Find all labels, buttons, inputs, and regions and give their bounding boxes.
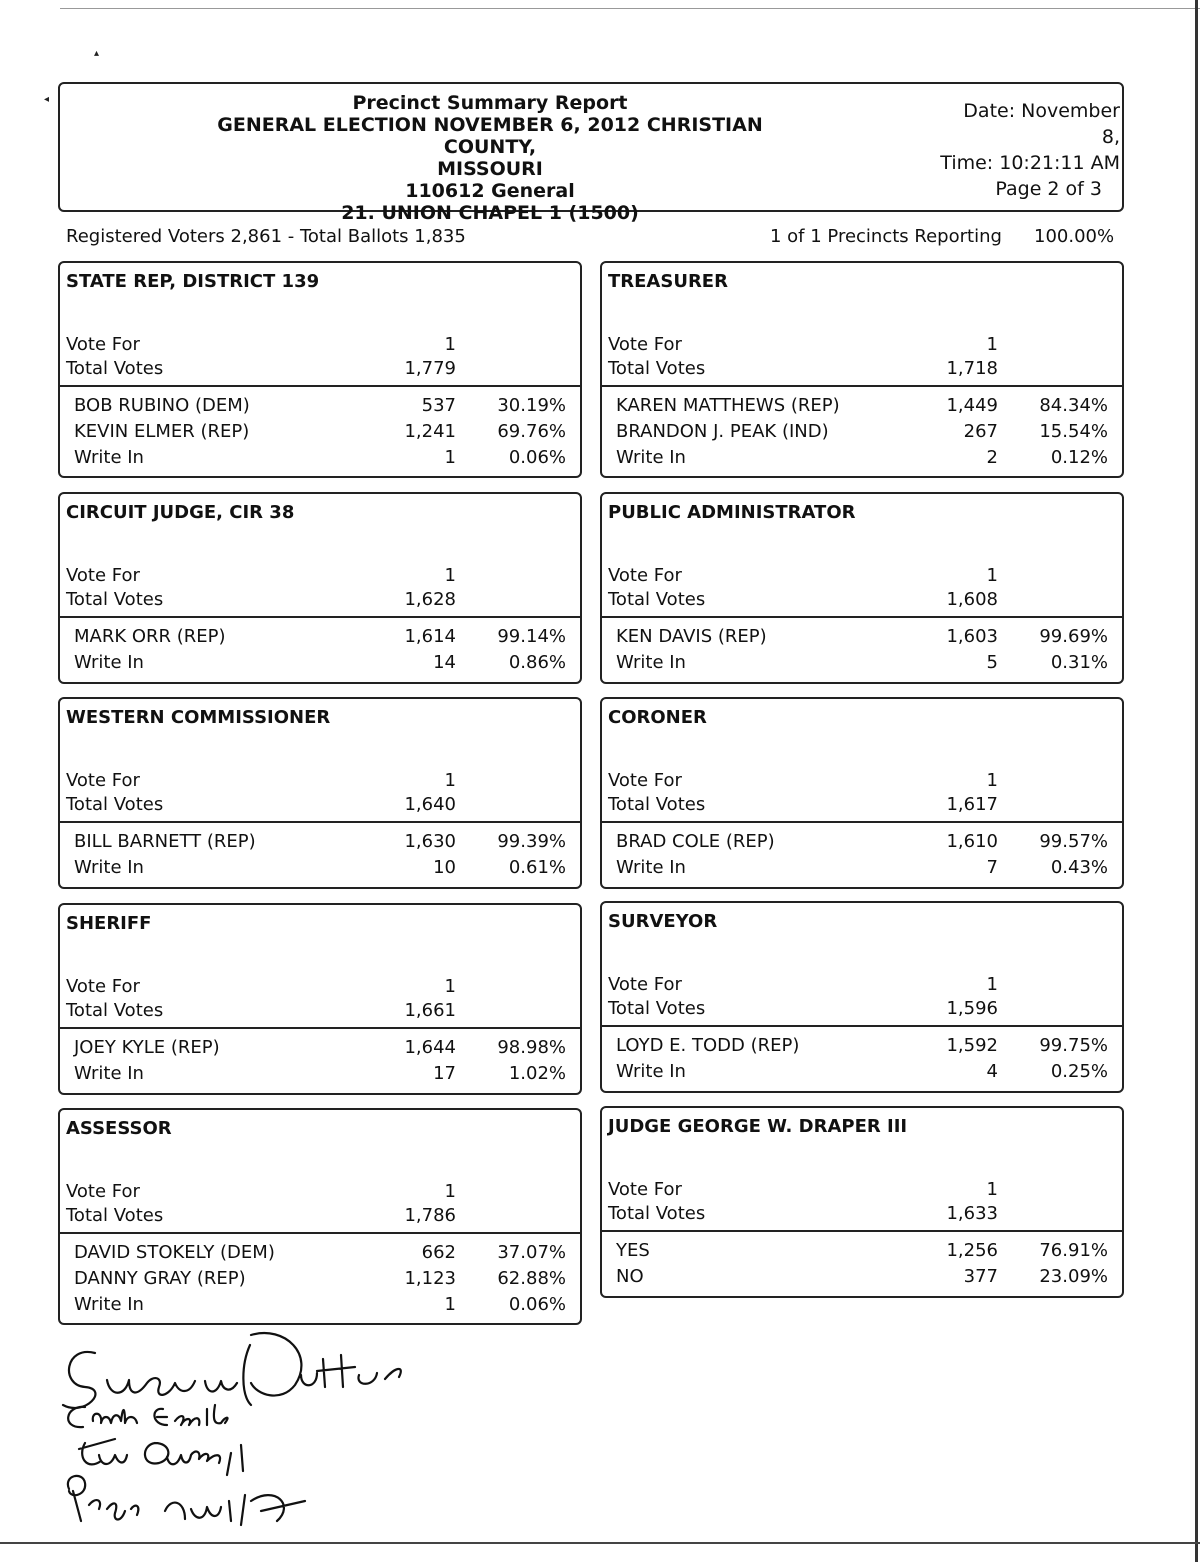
- vote-for-row: [66, 1180, 456, 1204]
- vote-for-label: Vote For: [608, 974, 682, 995]
- vote-for-label: Vote For: [608, 334, 682, 355]
- candidate-votes: 1,644: [404, 1037, 456, 1058]
- race-box: [600, 1106, 1124, 1298]
- vote-for-value: 1: [986, 770, 998, 791]
- race-totals: [66, 769, 456, 817]
- candidate-votes: 1,449: [946, 395, 998, 416]
- candidate-row: [74, 1292, 566, 1318]
- race-box: [600, 697, 1124, 889]
- candidate-row: [616, 1033, 1108, 1059]
- header-meta: [940, 98, 1120, 202]
- candidate-row: [74, 393, 566, 419]
- race-divider: [60, 1027, 580, 1029]
- candidate-list: [616, 624, 1108, 676]
- candidate-name: Write In: [74, 1294, 144, 1315]
- candidate-votes: 4: [986, 1061, 998, 1082]
- candidate-name: Write In: [616, 857, 686, 878]
- candidate-votes: 1: [444, 1294, 456, 1315]
- total-votes-value: 1,661: [404, 1000, 456, 1021]
- candidate-list: [616, 393, 1108, 471]
- candidate-percent: 99.14%: [497, 626, 566, 647]
- candidate-row: [74, 624, 566, 650]
- vote-for-value: 1: [444, 976, 456, 997]
- signatures: [55, 1325, 415, 1555]
- total-votes-value: 1,628: [404, 589, 456, 610]
- vote-for-value: 1: [444, 565, 456, 586]
- vote-for-value: 1: [986, 334, 998, 355]
- total-votes-label: Total Votes: [608, 1203, 706, 1224]
- signature-1: [63, 1333, 401, 1408]
- candidate-name: KEN DAVIS (REP): [616, 626, 767, 647]
- candidate-row: [616, 650, 1108, 676]
- candidate-row: [74, 1061, 566, 1087]
- candidate-list: [616, 1238, 1108, 1290]
- vote-for-label: Vote For: [66, 770, 140, 791]
- race-totals: [608, 973, 998, 1021]
- total-votes-label: Total Votes: [608, 998, 706, 1019]
- voters-ballots: Registered Voters 2,861 - Total Ballots 1,835: [66, 226, 466, 247]
- total-votes-value: 1,617: [946, 794, 998, 815]
- total-votes-row: [608, 793, 998, 817]
- candidate-percent: 0.31%: [1050, 652, 1108, 673]
- race-totals: [66, 975, 456, 1023]
- total-votes-row: [66, 999, 456, 1023]
- race-title: STATE REP, DISTRICT 139: [66, 271, 320, 292]
- candidate-votes: 14: [433, 652, 456, 673]
- total-votes-row: [66, 357, 456, 381]
- candidate-percent: 1.02%: [508, 1063, 566, 1084]
- race-divider: [60, 616, 580, 618]
- candidate-votes: 1,241: [404, 421, 456, 442]
- total-votes-label: Total Votes: [66, 589, 164, 610]
- race-box: [600, 901, 1124, 1093]
- vote-for-label: Vote For: [608, 1179, 682, 1200]
- report-title: Precinct Summary Report: [352, 92, 628, 114]
- race-divider: [602, 1230, 1122, 1232]
- vote-for-row: [66, 333, 456, 357]
- candidate-percent: 0.12%: [1050, 447, 1108, 468]
- candidate-row: [616, 1264, 1108, 1290]
- candidate-list: [74, 393, 566, 471]
- signature-4: [68, 1476, 305, 1525]
- vote-for-row: [66, 564, 456, 588]
- race-box: [58, 903, 582, 1095]
- candidate-percent: 0.06%: [508, 447, 566, 468]
- election-code: 110612 General: [405, 180, 575, 202]
- candidate-votes: 1,610: [946, 831, 998, 852]
- total-votes-row: [608, 588, 998, 612]
- candidate-row: [74, 650, 566, 676]
- vote-for-row: [608, 769, 998, 793]
- race-title: JUDGE GEORGE W. DRAPER III: [608, 1116, 908, 1137]
- candidate-percent: 69.76%: [497, 421, 566, 442]
- vote-for-label: Vote For: [66, 334, 140, 355]
- race-title: PUBLIC ADMINISTRATOR: [608, 502, 856, 523]
- vote-for-value: 1: [444, 1181, 456, 1202]
- total-votes-value: 1,718: [946, 358, 998, 379]
- candidate-row: [74, 855, 566, 881]
- race-box: [600, 492, 1124, 684]
- vote-for-value: 1: [986, 1179, 998, 1200]
- vote-for-row: [608, 333, 998, 357]
- candidate-percent: 0.86%: [508, 652, 566, 673]
- race-title: CORONER: [608, 707, 707, 728]
- candidate-percent: 0.43%: [1050, 857, 1108, 878]
- candidate-name: KEVIN ELMER (REP): [74, 421, 250, 442]
- vote-for-label: Vote For: [608, 565, 682, 586]
- vote-for-label: Vote For: [608, 770, 682, 791]
- race-totals: [608, 333, 998, 381]
- candidate-row: [616, 419, 1108, 445]
- candidate-votes: 10: [433, 857, 456, 878]
- candidate-votes: 1,123: [404, 1268, 456, 1289]
- vote-for-value: 1: [444, 334, 456, 355]
- report-time: Time: 10:21:11 AM: [940, 152, 1120, 174]
- candidate-list: [616, 829, 1108, 881]
- total-votes-value: 1,640: [404, 794, 456, 815]
- candidate-row: [74, 445, 566, 471]
- candidate-votes: 537: [421, 395, 456, 416]
- election-line: GENERAL ELECTION NOVEMBER 6, 2012 CHRISTIAN COUNTY,: [217, 114, 763, 158]
- candidate-name: Write In: [616, 1061, 686, 1082]
- race-divider: [60, 385, 580, 387]
- candidate-percent: 37.07%: [497, 1242, 566, 1263]
- total-votes-value: 1,633: [946, 1203, 998, 1224]
- scan-speck: ◂: [44, 94, 50, 105]
- signature-2: [68, 1405, 227, 1427]
- candidate-name: Write In: [74, 447, 144, 468]
- candidate-name: DANNY GRAY (REP): [74, 1268, 246, 1289]
- candidate-name: BILL BARNETT (REP): [74, 831, 256, 852]
- race-divider: [602, 821, 1122, 823]
- race-totals: [608, 769, 998, 817]
- candidate-votes: 377: [963, 1266, 998, 1287]
- scan-edge-top: [60, 0, 1200, 9]
- signature-3: [79, 1439, 243, 1475]
- total-votes-label: Total Votes: [608, 358, 706, 379]
- total-votes-label: Total Votes: [608, 589, 706, 610]
- candidate-percent: 84.34%: [1039, 395, 1108, 416]
- total-votes-value: 1,596: [946, 998, 998, 1019]
- candidate-name: Write In: [616, 652, 686, 673]
- candidate-list: [616, 1033, 1108, 1085]
- candidate-percent: 76.91%: [1039, 1240, 1108, 1261]
- total-votes-value: 1,608: [946, 589, 998, 610]
- candidate-row: [74, 1035, 566, 1061]
- total-votes-label: Total Votes: [66, 1205, 164, 1226]
- candidate-percent: 99.75%: [1039, 1035, 1108, 1056]
- race-divider: [602, 616, 1122, 618]
- total-votes-label: Total Votes: [66, 794, 164, 815]
- candidate-name: BRAD COLE (REP): [616, 831, 775, 852]
- percent-reporting: 100.00%: [1034, 226, 1115, 247]
- candidate-votes: 267: [963, 421, 998, 442]
- header-title-block: [210, 92, 770, 224]
- race-box: [58, 1108, 582, 1325]
- race-divider: [60, 821, 580, 823]
- candidate-row: [74, 829, 566, 855]
- precinct-name: 21. UNION CHAPEL 1 (1500): [341, 202, 639, 224]
- race-divider: [602, 1025, 1122, 1027]
- candidate-votes: 1,630: [404, 831, 456, 852]
- candidate-row: [74, 1266, 566, 1292]
- race-title: SHERIFF: [66, 913, 152, 934]
- total-votes-value: 1,786: [404, 1205, 456, 1226]
- total-votes-row: [66, 588, 456, 612]
- candidate-votes: 7: [986, 857, 998, 878]
- candidate-percent: 0.61%: [508, 857, 566, 878]
- candidate-name: DAVID STOKELY (DEM): [74, 1242, 275, 1263]
- candidate-list: [74, 829, 566, 881]
- candidate-votes: 17: [433, 1063, 456, 1084]
- race-totals: [608, 1178, 998, 1226]
- race-title: CIRCUIT JUDGE, CIR 38: [66, 502, 295, 523]
- vote-for-label: Vote For: [66, 976, 140, 997]
- candidate-name: Write In: [616, 447, 686, 468]
- race-title: TREASURER: [608, 271, 728, 292]
- race-box: [600, 261, 1124, 478]
- candidate-votes: 1,592: [946, 1035, 998, 1056]
- state-line: MISSOURI: [437, 158, 543, 180]
- candidate-name: KAREN MATTHEWS (REP): [616, 395, 840, 416]
- candidate-list: [74, 624, 566, 676]
- candidate-name: Write In: [74, 652, 144, 673]
- vote-for-row: [66, 975, 456, 999]
- report-header: [58, 82, 1124, 224]
- total-votes-row: [608, 357, 998, 381]
- race-title: ASSESSOR: [66, 1118, 172, 1139]
- race-box: [58, 261, 582, 478]
- candidate-name: LOYD E. TODD (REP): [616, 1035, 800, 1056]
- candidate-votes: 2: [986, 447, 998, 468]
- race-totals: [66, 1180, 456, 1228]
- total-votes-row: [66, 1204, 456, 1228]
- vote-for-value: 1: [444, 770, 456, 791]
- race-totals: [66, 564, 456, 612]
- candidate-percent: 98.98%: [497, 1037, 566, 1058]
- vote-for-row: [608, 973, 998, 997]
- candidate-row: [616, 624, 1108, 650]
- candidate-percent: 23.09%: [1039, 1266, 1108, 1287]
- candidate-percent: 0.06%: [508, 1294, 566, 1315]
- candidate-votes: 662: [421, 1242, 456, 1263]
- candidate-percent: 0.25%: [1050, 1061, 1108, 1082]
- candidate-percent: 99.57%: [1039, 831, 1108, 852]
- total-votes-value: 1,779: [404, 358, 456, 379]
- page-number: Page 2 of 3: [995, 178, 1102, 200]
- vote-for-label: Vote For: [66, 1181, 140, 1202]
- candidate-percent: 62.88%: [497, 1268, 566, 1289]
- candidate-row: [616, 393, 1108, 419]
- total-votes-label: Total Votes: [66, 358, 164, 379]
- candidate-percent: 99.69%: [1039, 626, 1108, 647]
- candidate-row: [616, 445, 1108, 471]
- total-votes-row: [608, 1202, 998, 1226]
- race-title: WESTERN COMMISSIONER: [66, 707, 331, 728]
- candidate-name: BOB RUBINO (DEM): [74, 395, 250, 416]
- candidate-row: [616, 855, 1108, 881]
- candidate-percent: 99.39%: [497, 831, 566, 852]
- candidate-votes: 1: [444, 447, 456, 468]
- candidate-name: MARK ORR (REP): [74, 626, 226, 647]
- total-votes-label: Total Votes: [608, 794, 706, 815]
- race-totals: [66, 333, 456, 381]
- candidate-votes: 1,256: [946, 1240, 998, 1261]
- candidate-row: [616, 829, 1108, 855]
- race-box: [58, 697, 582, 889]
- candidate-votes: 1,614: [404, 626, 456, 647]
- race-totals: [608, 564, 998, 612]
- race-box: [58, 492, 582, 684]
- race-divider: [602, 385, 1122, 387]
- vote-for-value: 1: [986, 974, 998, 995]
- candidate-row: [74, 419, 566, 445]
- vote-for-row: [608, 1178, 998, 1202]
- candidate-name: BRANDON J. PEAK (IND): [616, 421, 829, 442]
- scan-edge-right: [1195, 0, 1198, 1562]
- vote-for-label: Vote For: [66, 565, 140, 586]
- candidate-name: JOEY KYLE (REP): [74, 1037, 220, 1058]
- total-votes-row: [608, 997, 998, 1021]
- candidate-name: YES: [616, 1240, 650, 1261]
- vote-for-value: 1: [986, 565, 998, 586]
- candidate-row: [616, 1059, 1108, 1085]
- vote-for-row: [66, 769, 456, 793]
- precincts-reporting: 1 of 1 Precincts Reporting: [770, 226, 1002, 247]
- total-votes-label: Total Votes: [66, 1000, 164, 1021]
- vote-for-row: [608, 564, 998, 588]
- report-date: Date: November 8,: [963, 100, 1120, 148]
- candidate-votes: 1,603: [946, 626, 998, 647]
- candidate-list: [74, 1035, 566, 1087]
- candidate-list: [74, 1240, 566, 1318]
- candidate-percent: 15.54%: [1039, 421, 1108, 442]
- total-votes-row: [66, 793, 456, 817]
- candidate-votes: 5: [986, 652, 998, 673]
- candidate-row: [74, 1240, 566, 1266]
- candidate-row: [616, 1238, 1108, 1264]
- race-title: SURVEYOR: [608, 911, 718, 932]
- scan-speck: ▴: [94, 48, 100, 59]
- race-divider: [60, 1232, 580, 1234]
- candidate-percent: 30.19%: [497, 395, 566, 416]
- candidate-name: NO: [616, 1266, 644, 1287]
- candidate-name: Write In: [74, 1063, 144, 1084]
- candidate-name: Write In: [74, 857, 144, 878]
